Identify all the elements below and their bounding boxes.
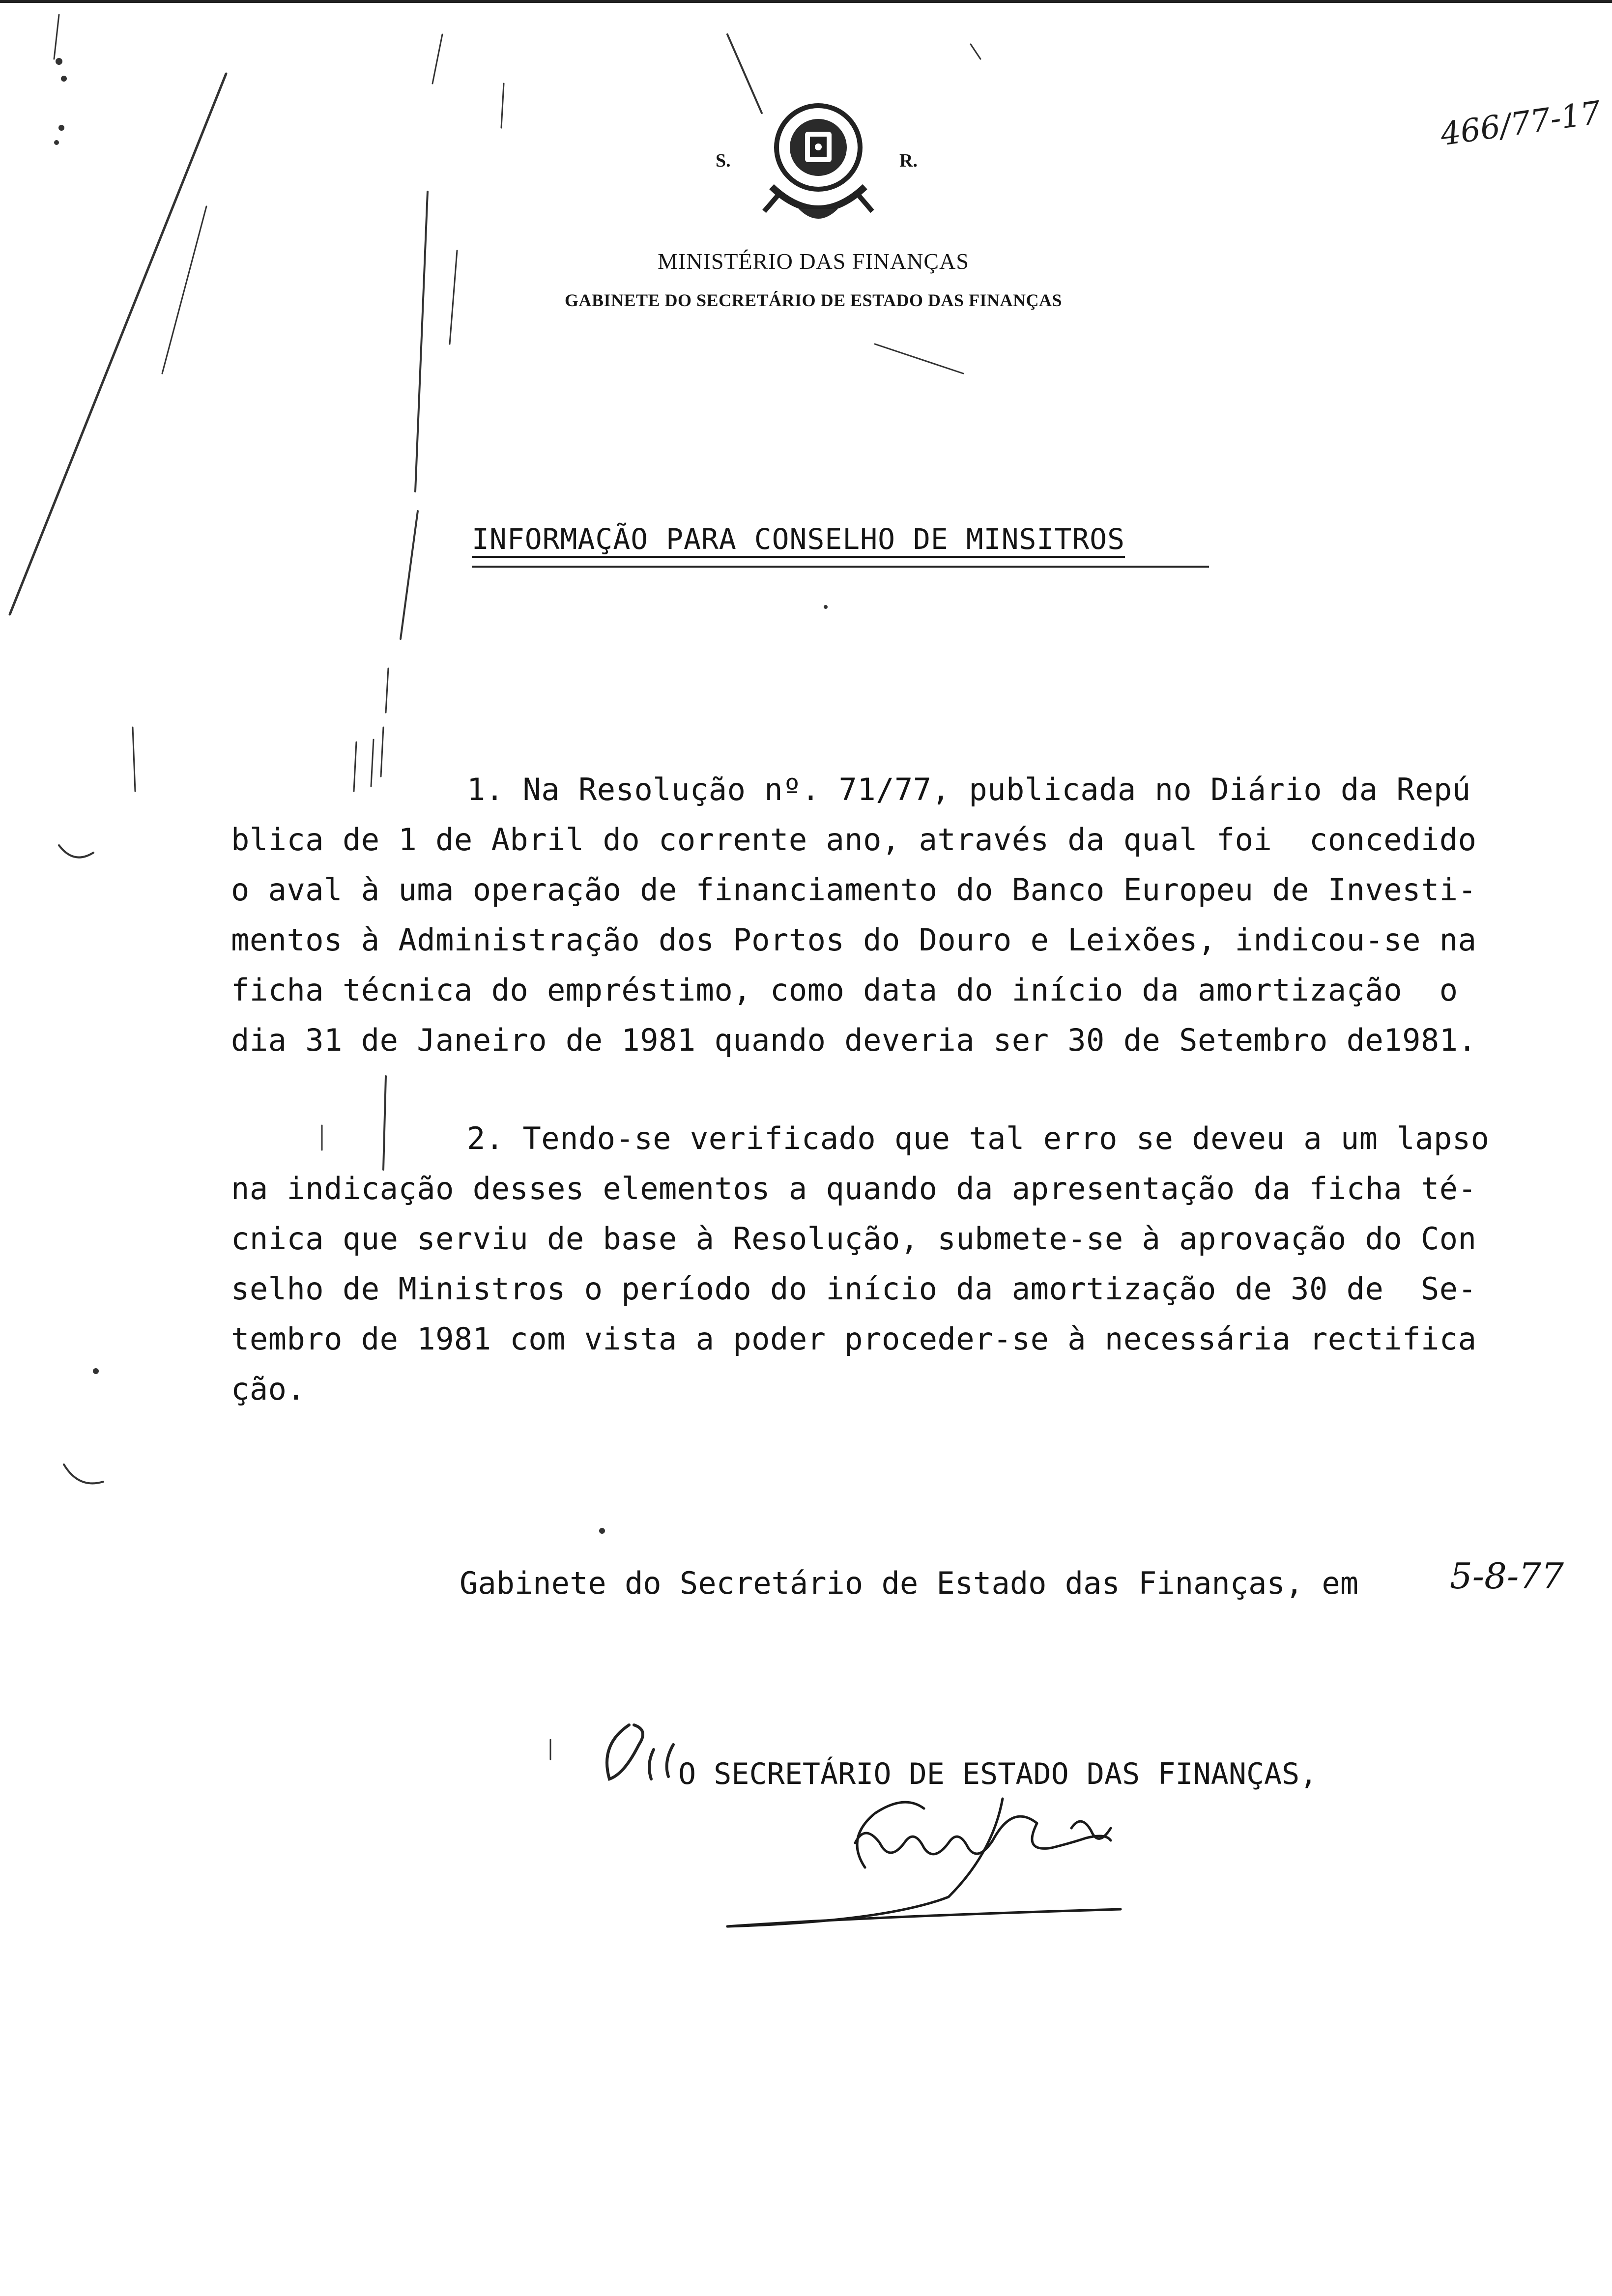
header-letter-s: S. bbox=[716, 150, 731, 171]
paragraph-2-line: na indicação desses elementos a quando da apresentação da ficha té- bbox=[231, 1171, 1477, 1206]
paragraph-1-line: dia 31 de Janeiro de 1981 quando deveria ser 30 de Setembro de1981. bbox=[231, 1022, 1477, 1058]
handwritten-signature bbox=[718, 1794, 1135, 1931]
ministry-heading: MINISTÉRIO DAS FINANÇAS bbox=[658, 249, 969, 274]
coat-of-arms-seal-icon bbox=[752, 88, 885, 231]
cabinet-heading: GABINETE DO SECRETÁRIO DE ESTADO DAS FINANÇAS bbox=[564, 290, 1063, 310]
place-line: Gabinete do Secretário de Estado das Finanças, em bbox=[460, 1565, 1359, 1601]
paragraph-1-line: blica de 1 de Abril do corrente ano, através da qual foi concedido bbox=[231, 822, 1477, 858]
secretary-title: O SECRETÁRIO DE ESTADO DAS FINANÇAS, bbox=[678, 1757, 1318, 1791]
paragraph-2-line: tembro de 1981 com vista a poder proceder-se à necessária rectifica bbox=[231, 1321, 1477, 1357]
paragraph-2-line: 2. Tendo-se verificado que tal erro se deveu a um lapso bbox=[467, 1120, 1490, 1156]
handwritten-pp-mark bbox=[595, 1715, 683, 1789]
paragraph-1-line: ficha técnica do empréstimo, como data do início da amortização o bbox=[231, 972, 1458, 1008]
handwritten-date: 5-8-77 bbox=[1450, 1555, 1564, 1597]
paragraph-2-line: selho de Ministros o período do início da amortização de 30 de Se- bbox=[231, 1271, 1477, 1307]
paragraph-1-line: o aval à uma operação de financiamento do Banco Europeu de Investi- bbox=[231, 872, 1477, 908]
handwritten-reference-number: 466/77-17 bbox=[1438, 94, 1603, 153]
title-double-underline bbox=[472, 566, 1209, 568]
document-title: INFORMAÇÃO PARA CONSELHO DE MINSITROS bbox=[472, 522, 1125, 556]
paragraph-1-line: mentos à Administração dos Portos do Douro e Leixões, indicou-se na bbox=[231, 922, 1477, 958]
paragraph-1-line: 1. Na Resolução nº. 71/77, publicada no Diário da Repú bbox=[467, 772, 1471, 807]
paragraph-2-line: cnica que serviu de base à Resolução, submete-se à aprovação do Con bbox=[231, 1221, 1477, 1257]
paragraph-2-line: ção. bbox=[231, 1371, 306, 1407]
header-letter-r: R. bbox=[899, 150, 918, 171]
